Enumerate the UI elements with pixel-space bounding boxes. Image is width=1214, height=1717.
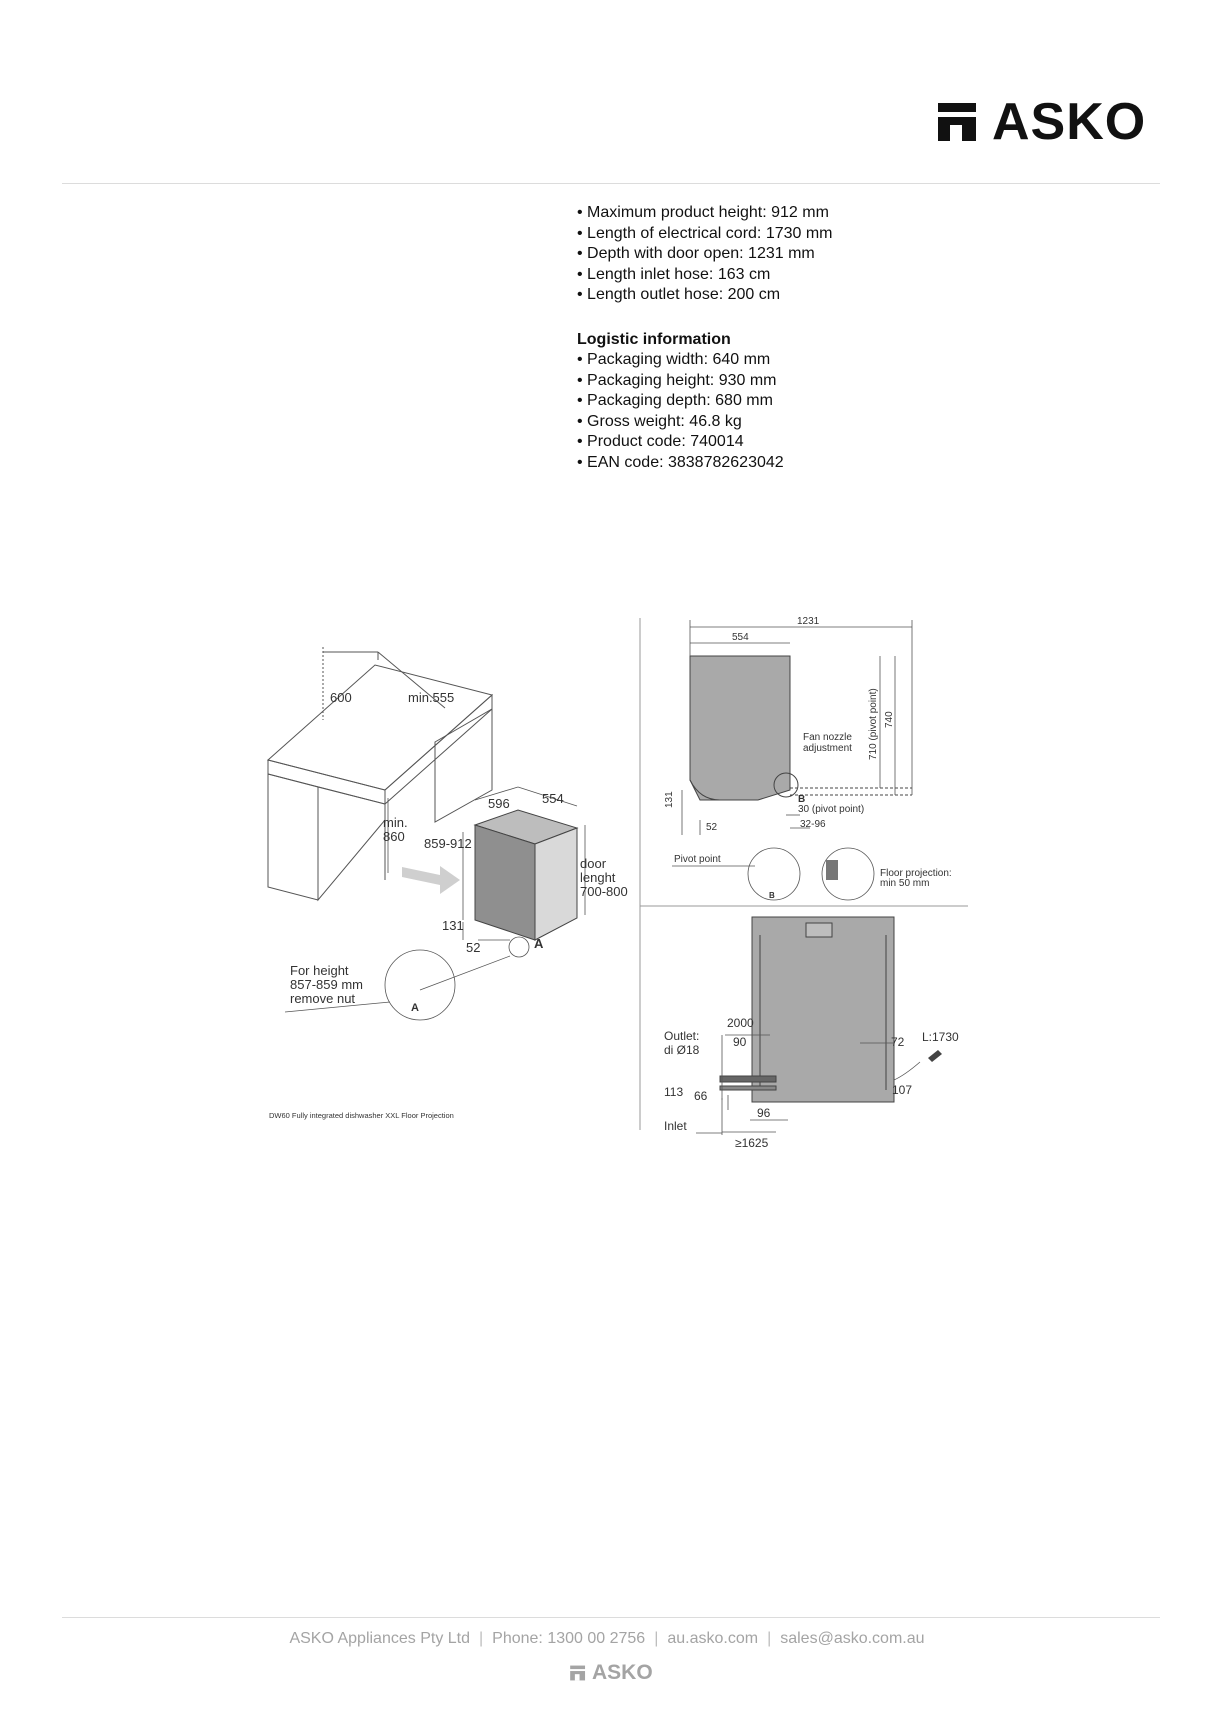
dim-label: 96 <box>757 1106 771 1120</box>
dim-label: ≥1625 <box>735 1136 769 1150</box>
note-text: remove nut <box>290 991 356 1006</box>
footer-wordmark: ASKO <box>592 1661 653 1684</box>
footer-separator: | <box>767 1630 772 1647</box>
cabinet-illustration <box>268 647 492 900</box>
logistic-item: • Packaging depth: 680 mm <box>577 391 833 412</box>
dim-label: 710 (pivot point) <box>868 688 879 760</box>
dim-label: 90 <box>733 1035 747 1049</box>
dim-label: 32-96 <box>800 819 826 830</box>
footer-separator: | <box>654 1630 659 1647</box>
dim-label: Outlet: <box>664 1029 700 1043</box>
dishwasher-illustration <box>402 810 577 940</box>
dim-label: 554 <box>542 791 564 806</box>
brand-wordmark: ASKO <box>992 93 1147 151</box>
logistic-heading: Logistic information <box>577 330 731 348</box>
dim-label: 700-800 <box>580 884 628 899</box>
drawing-caption: DW60 Fully integrated dishwasher XXL Floor Projection <box>269 1111 454 1120</box>
dim-label: adjustment <box>803 743 852 754</box>
dim-label: Fan nozzle <box>803 732 852 743</box>
front-view-illustration <box>720 917 894 1102</box>
dim-label: 131 <box>664 791 675 808</box>
dim-label: 860 <box>383 829 405 844</box>
dim-label: 52 <box>706 822 718 833</box>
asko-logo-mark-icon <box>569 1664 587 1682</box>
footer-phone: Phone: 1300 00 2756 <box>492 1630 646 1647</box>
footer-email-link[interactable]: sales@asko.com.au <box>780 1630 925 1647</box>
detail-label: B <box>798 794 806 805</box>
detail-label: A <box>534 936 544 951</box>
footer-website-link[interactable]: au.asko.com <box>667 1630 759 1647</box>
dim-label: min.555 <box>408 690 455 705</box>
dim-label: di Ø18 <box>664 1043 700 1057</box>
logistic-item: • Gross weight: 46.8 kg <box>577 412 833 433</box>
dim-label: 554 <box>732 632 749 643</box>
logistic-item: • Packaging height: 930 mm <box>577 371 833 392</box>
footer-company: ASKO Appliances Pty Ltd <box>289 1630 470 1647</box>
note-text: 857-859 mm <box>290 977 363 992</box>
spec-item: • Length of electrical cord: 1730 mm <box>577 224 833 245</box>
spec-item: • Length outlet hose: 200 cm <box>577 285 833 306</box>
dim-label: 72 <box>891 1035 905 1049</box>
logistic-item: • Product code: 740014 <box>577 432 833 453</box>
footer-separator: | <box>479 1630 484 1647</box>
detail-label: A <box>411 1002 419 1014</box>
dim-label: 2000 <box>727 1016 754 1030</box>
dim-label: 30 (pivot point) <box>798 804 865 815</box>
dim-label: 1231 <box>797 616 820 627</box>
dim-label: 131 <box>442 918 464 933</box>
dim-label: 740 <box>884 711 895 728</box>
dim-label: lenght <box>580 870 616 885</box>
dim-label: 596 <box>488 796 510 811</box>
dim-label: door <box>580 856 607 871</box>
dim-label: min. <box>383 815 408 830</box>
dim-label: Pivot point <box>674 854 721 865</box>
footer-contact <box>0 1630 1214 1648</box>
logistic-item: • EAN code: 3838782623042 <box>577 453 833 474</box>
dim-label: 107 <box>892 1083 913 1097</box>
dim-label: L:1730 <box>922 1030 959 1044</box>
logistic-item: • Packaging width: 640 mm <box>577 350 833 371</box>
footer-logo <box>569 1662 653 1683</box>
note-text: For height <box>290 963 349 978</box>
spec-item: • Depth with door open: 1231 mm <box>577 244 833 265</box>
dim-label: min 50 mm <box>880 878 930 889</box>
dim-label: Inlet <box>664 1119 687 1133</box>
dim-label: 66 <box>694 1089 708 1103</box>
dim-label: 859-912 <box>424 836 472 851</box>
footer-divider <box>62 1617 1160 1618</box>
dim-label: 113 <box>664 1085 684 1099</box>
spec-item: • Length inlet hose: 163 cm <box>577 265 833 286</box>
dim-label: 52 <box>466 940 481 955</box>
dim-label: Floor projection: <box>880 868 952 879</box>
dim-label: 600 <box>330 690 352 705</box>
spec-item: • Maximum product height: 912 mm <box>577 203 833 224</box>
detail-label: B <box>769 891 775 900</box>
